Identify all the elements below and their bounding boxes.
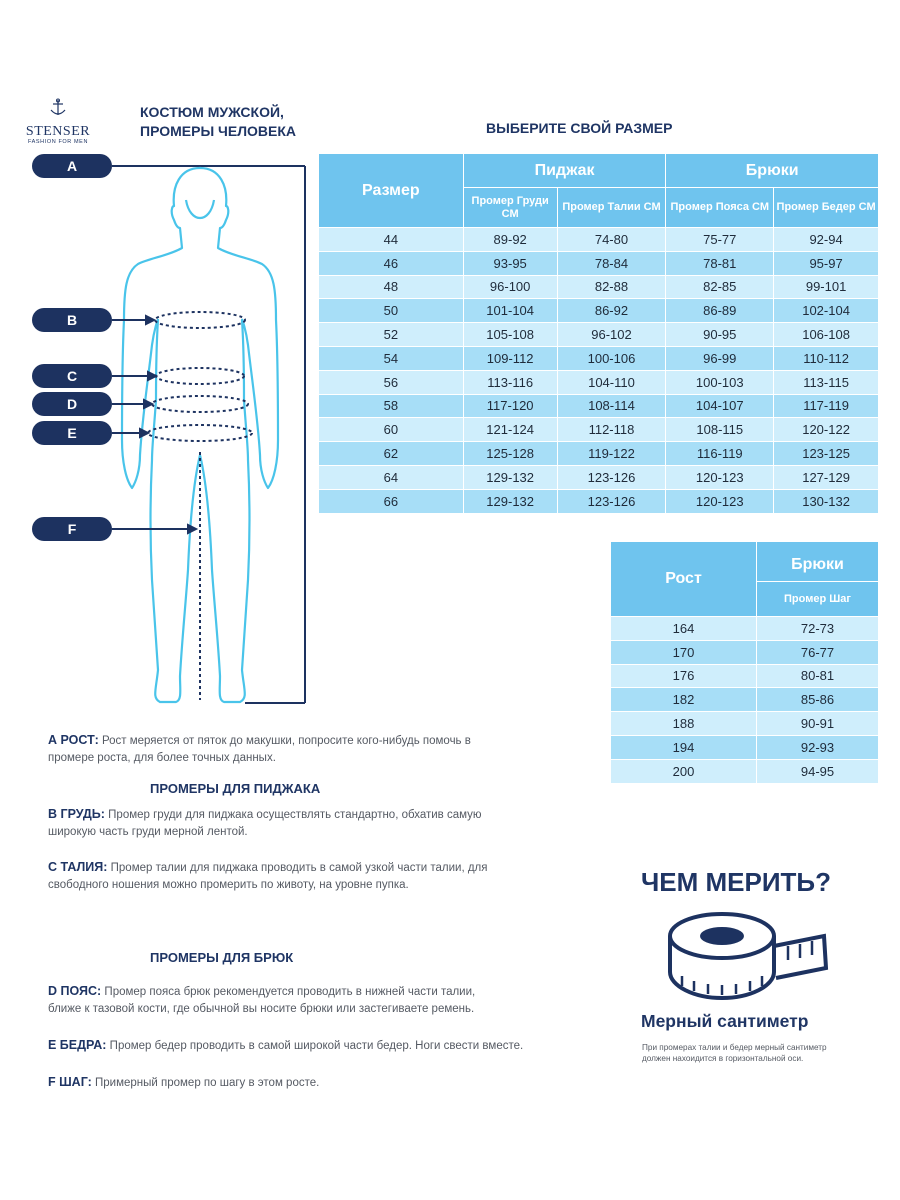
size-table [318, 153, 879, 514]
table-cell: 95-97 [774, 251, 879, 275]
table-row [319, 228, 879, 252]
table-row [611, 759, 879, 783]
table-cell: 100-103 [666, 370, 774, 394]
table-cell: 110-112 [774, 346, 879, 370]
table-row [611, 664, 879, 688]
tag-f: F [32, 517, 112, 541]
table-cell: 113-115 [774, 370, 879, 394]
table-cell: 78-84 [557, 251, 666, 275]
body-figure-illustration [0, 0, 320, 720]
table-cell: 76-77 [757, 640, 879, 664]
table-row [611, 688, 879, 712]
table-cell: 188 [611, 712, 757, 736]
table-row [611, 712, 879, 736]
table-cell: 80-81 [757, 664, 879, 688]
table-cell: 106-108 [774, 323, 879, 347]
table-cell: 54 [319, 346, 464, 370]
note-height-label: А РОСТ: [48, 733, 99, 747]
table-cell: 48 [319, 275, 464, 299]
table-cell: 96-102 [557, 323, 666, 347]
table-cell: 86-89 [666, 299, 774, 323]
note-height [48, 732, 518, 767]
table-cell: 108-114 [557, 394, 666, 418]
table-cell: 164 [611, 617, 757, 641]
table-row [319, 251, 879, 275]
table-cell: 113-116 [463, 370, 557, 394]
table-cell: 93-95 [463, 251, 557, 275]
table-row [319, 442, 879, 466]
note-belt [48, 983, 498, 1018]
table-cell: 129-132 [463, 465, 557, 489]
table-cell: 60 [319, 418, 464, 442]
hips-sub-header: Промер Бедер СМ [774, 188, 879, 228]
trousers-section-title: ПРОМЕРЫ ДЛЯ БРЮК [150, 950, 294, 965]
table-cell: 108-115 [666, 418, 774, 442]
tag-d: D [32, 392, 112, 416]
table-cell: 182 [611, 688, 757, 712]
table-row [611, 735, 879, 759]
note-inseam [48, 1074, 528, 1092]
table-cell: 94-95 [757, 759, 879, 783]
note-belt-text: Промер пояса брюк рекомендуется проводить в нижней части талии, ближе к тазовой кости, где обычной вы носите брюки или застегиваете ремень. [48, 986, 476, 1015]
table-row [319, 489, 879, 513]
table-row [319, 418, 879, 442]
table-cell: 90-91 [757, 712, 879, 736]
note-inseam-text: Примерный промер по шагу в этом росте. [94, 1077, 320, 1089]
note-chest-label: В ГРУДЬ: [48, 807, 105, 821]
height-table [610, 541, 879, 784]
table-cell: 92-94 [774, 228, 879, 252]
table-cell: 101-104 [463, 299, 557, 323]
chest-sub-header: Промер Груди СМ [463, 188, 557, 228]
table-cell: 120-123 [666, 465, 774, 489]
table-cell: 105-108 [463, 323, 557, 347]
size-table-body [319, 228, 879, 514]
table-cell: 90-95 [666, 323, 774, 347]
table-cell: 96-99 [666, 346, 774, 370]
note-waist-text: Промер талии для пиджака проводить в самой узкой части талии, для свободного ношения можно промерить по животу, на уровне пупка. [48, 862, 488, 891]
trousers-header: Брюки [666, 154, 879, 188]
measurement-rings [148, 312, 252, 700]
note-belt-label: D ПОЯС: [48, 984, 102, 998]
table-cell: 99-101 [774, 275, 879, 299]
jacket-header: Пиджак [463, 154, 666, 188]
title-line-1: КОСТЮМ МУЖСКОЙ, [140, 104, 284, 120]
what-to-measure-title: ЧЕМ МЕРИТЬ? [641, 867, 831, 897]
table-row [611, 640, 879, 664]
note-inseam-label: F ШАГ: [48, 1075, 92, 1089]
table-cell: 123-126 [557, 489, 666, 513]
table-cell: 129-132 [463, 489, 557, 513]
table-cell: 104-110 [557, 370, 666, 394]
table-cell: 119-122 [557, 442, 666, 466]
table-cell: 50 [319, 299, 464, 323]
note-hips-label: Е БЕДРА: [48, 1038, 107, 1052]
table-cell: 100-106 [557, 346, 666, 370]
height-table-body [611, 617, 879, 784]
table-cell: 194 [611, 735, 757, 759]
table-cell: 170 [611, 640, 757, 664]
tape-label: Мерный сантиметр [641, 1011, 809, 1031]
table-cell: 127-129 [774, 465, 879, 489]
hips-ring [148, 425, 252, 441]
tag-b: B [32, 308, 112, 332]
table-cell: 72-73 [757, 617, 879, 641]
table-cell: 121-124 [463, 418, 557, 442]
table-cell: 82-85 [666, 275, 774, 299]
table-cell: 74-80 [557, 228, 666, 252]
height-trousers-header: Брюки [757, 542, 879, 582]
table-cell: 130-132 [774, 489, 879, 513]
tag-c: C [32, 364, 112, 388]
table-cell: 120-122 [774, 418, 879, 442]
table-cell: 62 [319, 442, 464, 466]
table-cell: 109-112 [463, 346, 557, 370]
table-cell: 86-92 [557, 299, 666, 323]
table-cell: 125-128 [463, 442, 557, 466]
table-cell: 56 [319, 370, 464, 394]
table-cell: 102-104 [774, 299, 879, 323]
table-cell: 58 [319, 394, 464, 418]
table-cell: 92-93 [757, 735, 879, 759]
choose-size-title: ВЫБЕРИТЕ СВОЙ РАЗМЕР [486, 120, 673, 136]
table-cell: 176 [611, 664, 757, 688]
waist-ring [156, 368, 244, 384]
tag-e: E [32, 421, 112, 445]
table-cell: 117-119 [774, 394, 879, 418]
note-chest [48, 806, 488, 841]
table-row [319, 346, 879, 370]
belt-ring [152, 396, 248, 412]
inseam-sub-header: Промер Шаг [757, 582, 879, 617]
jacket-section-title: ПРОМЕРЫ ДЛЯ ПИДЖАКА [150, 781, 321, 796]
table-cell: 46 [319, 251, 464, 275]
table-row [319, 275, 879, 299]
table-row [319, 465, 879, 489]
table-cell: 78-81 [666, 251, 774, 275]
note-waist-label: С ТАЛИЯ: [48, 860, 108, 874]
note-chest-text: Промер груди для пиджака осуществлять стандартно, обхатив самую широкую часть груди мерной лентой. [48, 809, 482, 838]
table-cell: 66 [319, 489, 464, 513]
chest-ring [155, 312, 245, 328]
measuring-tape-icon [664, 906, 834, 1006]
table-cell: 104-107 [666, 394, 774, 418]
table-cell: 52 [319, 323, 464, 347]
brand-name: STENSER [25, 124, 91, 139]
brand-tagline: FASHION FOR MEN [27, 139, 89, 145]
table-cell: 116-119 [666, 442, 774, 466]
tape-note: При промерах талии и бедер мерный сантиметр должен нахоидится в горизонтальной оси. [642, 1043, 827, 1063]
note-hips [48, 1037, 588, 1055]
title-line-2: ПРОМЕРЫ ЧЕЛОВЕКА [140, 123, 297, 139]
table-cell: 96-100 [463, 275, 557, 299]
table-cell: 123-126 [557, 465, 666, 489]
table-cell: 200 [611, 759, 757, 783]
height-column-header: Рост [611, 542, 757, 617]
table-cell: 89-92 [463, 228, 557, 252]
table-cell: 64 [319, 465, 464, 489]
table-cell: 85-86 [757, 688, 879, 712]
table-cell: 44 [319, 228, 464, 252]
table-row [319, 299, 879, 323]
waist-sub-header: Промер Талии СМ [557, 188, 666, 228]
table-row [319, 370, 879, 394]
tag-a: A [32, 154, 112, 178]
table-cell: 112-118 [557, 418, 666, 442]
table-row [611, 617, 879, 641]
table-cell: 117-120 [463, 394, 557, 418]
note-hips-text: Промер бедер проводить в самой широкой части бедер. Ноги свести вместе. [109, 1040, 524, 1052]
belt-sub-header: Промер Пояса СМ [666, 188, 774, 228]
note-waist [48, 859, 508, 894]
table-cell: 82-88 [557, 275, 666, 299]
note-height-text: Рост меряется от пяток до макушки, попросите кого-нибудь помочь в промере роста, для более точных данных. [48, 735, 471, 764]
table-row [319, 394, 879, 418]
table-cell: 75-77 [666, 228, 774, 252]
table-cell: 123-125 [774, 442, 879, 466]
size-column-header: Размер [319, 154, 464, 228]
table-cell: 120-123 [666, 489, 774, 513]
table-row [319, 323, 879, 347]
